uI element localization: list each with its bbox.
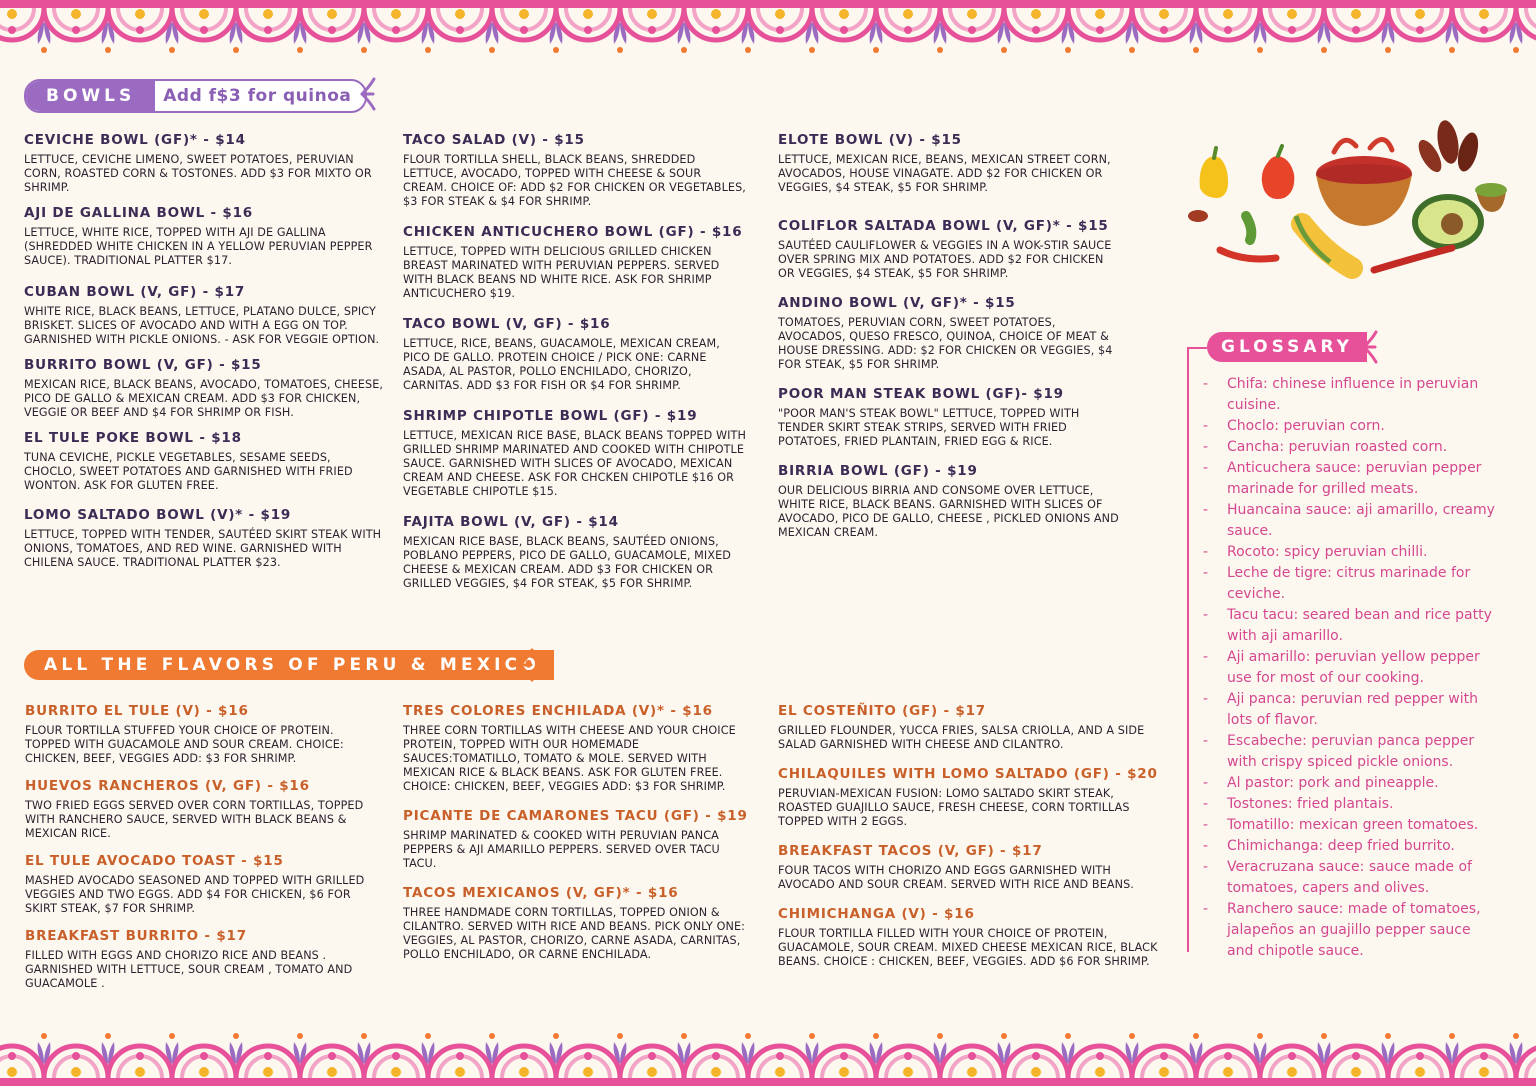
flower-dot [583, 9, 593, 19]
menu-item-description: MASHED AVOCADO SEASONED AND TOPPED WITH GRILLED VEGGIES AND TWO EGGS. ADD $4 FOR CHICKEN, $6 FOR SKIRT STEAK, $7 FOR SHRIMP. [25, 874, 365, 915]
chili-icon [1188, 210, 1208, 222]
glossary-entry: - Rocoto: spicy peruvian chilli. [1200, 542, 1500, 563]
flower-dot [1159, 9, 1169, 19]
menu-item [403, 885, 748, 962]
bowls-column-1 [24, 132, 386, 570]
flavors-section-header [24, 650, 554, 680]
menu-item-description: LETTUCE, MEXICAN RICE BASE, BLACK BEANS TOPPED WITH GRILLED SHRIMP MARINATED AND COOKED WITH CHIPOTLE SAUCE. GARNISHED WITH SLICES OF AVOCADO, MEXICAN CREAM AND CHEESE. ASK FOR CHCKEN CHIPOTLE $16 OR VEGETABLE CHIPOTLE $15. [403, 429, 746, 498]
glossary-entry: - Chimichanga: deep fried burrito. [1200, 836, 1500, 857]
menu-item-title: BURRITO BOWL (V, GF) - $15 [24, 357, 262, 373]
flower-dot [455, 1067, 465, 1077]
flower-dot [1479, 9, 1489, 19]
decorative-border-bottom [0, 1024, 1536, 1086]
flower-dot [519, 1067, 529, 1077]
menu-item [403, 316, 748, 393]
flower-dot [391, 1067, 401, 1077]
menu-item-title: EL TULE POKE BOWL - $18 [24, 430, 242, 446]
menu-item-description: TWO FRIED EGGS SERVED OVER CORN TORTILLAS, TOPPED WITH RANCHERO SAUCE, SERVED WITH BLACK BEANS & MEXICAN RICE. [25, 799, 364, 840]
glossary-entry: - Choclo: peruvian corn. [1200, 416, 1500, 437]
menu-item-description: THREE CORN TORTILLAS WITH CHEESE AND YOUR CHOICE PROTEIN, TOPPED WITH OUR HOMEMADE SAUCES:TOMATILLO, TOMATO & MOLE. SERVED WITH MEXICAN RICE & BLACK BEANS. ASK FOR GLUTEN FREE. CHOICE: CHICKEN, BEEF, VEGGIES ADD: $3 FOR SHRIMP. [403, 724, 736, 793]
glossary-entry: - Ranchero sauce: made of tomatoes, jalapeños an guajillo pepper sauce and chipotle sauce. [1200, 899, 1500, 962]
menu-item-description: LETTUCE, MEXICAN RICE, BEANS, MEXICAN STREET CORN, AVOCADOS, HOUSE VINAGATE. ADD $2 FOR CHICKEN OR VEGGIES, $4 STEAK, $5 FOR SHRIMP. [778, 153, 1111, 194]
corn-icon [1296, 216, 1352, 268]
flower-dot [839, 1067, 849, 1077]
flower-dot [967, 1067, 977, 1077]
menu-item [24, 132, 386, 195]
flower-dot [903, 9, 913, 19]
flower-dot [903, 1067, 913, 1077]
yellow-pepper-icon [1200, 148, 1228, 198]
menu-item-description: WHITE RICE, BLACK BEANS, LETTUCE, PLATANO DULCE, SPICY BRISKET. SLICES OF AVOCADO AND WITH A EGG ON TOP. GARNISHED WITH PICKLE ONIONS. - ASK FOR VEGGIE OPTION. [24, 305, 380, 346]
flower-dot [1095, 9, 1105, 19]
flower-dot [1415, 9, 1425, 19]
glossary-entry: - Tomatillo: mexican green tomatoes. [1200, 815, 1500, 836]
menu-item-description: SHRIMP MARINATED & COOKED WITH PERUVIAN PANCA PEPPERS & AJI AMARILLO PEPPERS. SERVED OVER TACU TACU. [403, 829, 720, 870]
glossary-list [1200, 374, 1500, 962]
red-chili-icon [1374, 248, 1452, 270]
red-pepper-icon [1262, 146, 1295, 199]
menu-item-title: EL COSTEÑITO (GF) - $17 [778, 703, 986, 719]
menu-item-description: FILLED WITH EGGS AND CHORIZO RICE AND BEANS . GARNISHED WITH LETTUCE, SOUR CREAM , TOMATO AND GUACAMOLE . [25, 949, 353, 990]
menu-item-title: CHIMICHANGA (V) - $16 [778, 906, 975, 922]
flavors-column-2 [403, 703, 748, 962]
menu-item-title: BREAKFAST TACOS (V, GF) - $17 [778, 843, 1043, 859]
menu-item-title: BREAKFAST BURRITO - $17 [25, 928, 247, 944]
decorative-border-top [0, 0, 1536, 62]
flower-dot [711, 9, 721, 19]
glossary-section-header [1207, 332, 1367, 362]
menu-item [403, 408, 748, 499]
menu-item-description: LETTUCE, RICE, BEANS, GUACAMOLE, MEXICAN CREAM, PICO DE GALLO. PROTEIN CHOICE / PICK ONE: CARNE ASADA, AL PASTOR, POLLO ENCHILADO, CHORIZO, CARNITAS. ADD $3 FOR FISH OR $4 FOR SHRIMP. [403, 337, 720, 392]
menu-item [778, 463, 1123, 540]
menu-item-title: BURRITO EL TULE (V) - $16 [25, 703, 249, 719]
flower-dot [1223, 1067, 1233, 1077]
bowls-column-2 [403, 132, 748, 591]
menu-item-title: PICANTE DE CAMARONES TACU (GF) - $19 [403, 808, 748, 824]
bowls-column-3 [778, 132, 1123, 540]
food-illustration [1184, 112, 1514, 287]
bowls-section-title: BOWLS [26, 81, 155, 111]
menu-item-title: BIRRIA BOWL (GF) - $19 [778, 463, 978, 479]
flower-dot [647, 1067, 657, 1077]
flower-dot [327, 9, 337, 19]
flavors-column-3 [778, 703, 1168, 969]
menu-item-title: CHICKEN ANTICUCHERO BOWL (GF) - $16 [403, 224, 743, 240]
dried-pepper-icon [1414, 119, 1482, 176]
glossary-bracket-tick [1187, 347, 1207, 349]
menu-item-title: AJI DE GALLINA BOWL - $16 [24, 205, 253, 221]
flavors-column-1 [25, 703, 377, 991]
menu-item-title: TACOS MEXICANOS (V, GF)* - $16 [403, 885, 679, 901]
menu-item-title: FAJITA BOWL (V, GF) - $14 [403, 514, 619, 530]
menu-item-description: TUNA CEVICHE, PICKLE VEGETABLES, SESAME SEEDS, CHOCLO, SWEET POTATOES AND GARNISHED WITH FRIED WONTON. ASK FOR GLUTEN FREE. [24, 451, 353, 492]
flower-dot [327, 1067, 337, 1077]
menu-item-title: POOR MAN STEAK BOWL (GF)- $19 [778, 386, 1064, 402]
menu-item [24, 205, 386, 268]
menu-item-title: CUBAN BOWL (V, GF) - $17 [24, 284, 246, 300]
menu-item [24, 284, 386, 347]
red-chili-icon [1220, 250, 1276, 259]
glossary-entry: - Leche de tigre: citrus marinade for ceviche. [1200, 563, 1500, 605]
flower-dot [967, 9, 977, 19]
glossary-entry: - Chifa: chinese influence in peruvian cuisine. [1200, 374, 1500, 416]
menu-item-title: TACO BOWL (V, GF) - $16 [403, 316, 611, 332]
menu-item-description: GRILLED FLOUNDER, YUCCA FRIES, SALSA CRIOLLA, AND A SIDE SALAD GARNISHED WITH CHEESE AND CILANTRO. [778, 724, 1145, 751]
menu-item [403, 703, 748, 794]
menu-item [25, 778, 377, 841]
menu-item-title: SHRIMP CHIPOTLE BOWL (GF) - $19 [403, 408, 698, 424]
flower-dot [839, 9, 849, 19]
flower-dot [71, 1067, 81, 1077]
flower-dot [519, 9, 529, 19]
bean-bowl-icon [1316, 139, 1412, 226]
glossary-entry: - Aji panca: peruvian red pepper with lots of flavor. [1200, 689, 1500, 731]
menu-item-title: TACO SALAD (V) - $15 [403, 132, 585, 148]
glossary-entry: - Escabeche: peruvian panca pepper with crispy spiced pickle onions. [1200, 731, 1500, 773]
menu-item [25, 703, 377, 766]
menu-item [24, 507, 386, 570]
flower-dot [455, 9, 465, 19]
menu-item [778, 218, 1123, 281]
menu-item-description: TOMATOES, PERUVIAN CORN, SWEET POTATOES, AVOCADOS, QUESO FRESCO, QUINOA, CHOICE OF MEAT & HOUSE DRESSING. ADD: $2 FOR CHICKEN OR VEGGIES, $4 FOR STEAK, $5 FOR SHRIMP. [778, 316, 1113, 371]
flower-dot [775, 1067, 785, 1077]
menu-item [778, 843, 1168, 892]
flower-dot [1159, 1067, 1169, 1077]
glossary-entry: - Al pastor: pork and pineapple. [1200, 773, 1500, 794]
flower-dot [1031, 9, 1041, 19]
flavors-section-title: ALL THE FLAVORS OF PERU & MEXICO [44, 655, 541, 675]
menu-item [778, 386, 1123, 449]
flower-dot [1351, 9, 1361, 19]
menu-item-description: FOUR TACOS WITH CHORIZO AND EGGS GARNISHED WITH AVOCADO AND SOUR CREAM. SERVED WITH RICE AND BEANS. [778, 864, 1134, 891]
flower-dot [71, 9, 81, 19]
flower-dot [1223, 9, 1233, 19]
flower-dot [199, 1067, 209, 1077]
menu-item-title: TRES COLORES ENCHILADA (V)* - $16 [403, 703, 713, 719]
green-pepper-icon [1246, 216, 1251, 240]
menu-item [403, 514, 748, 591]
scallop-arc [0, 8, 44, 40]
flower-dot [775, 9, 785, 19]
menu-item-title: CEVICHE BOWL (GF)* - $14 [24, 132, 246, 148]
glossary-entry: - Aji amarillo: peruvian yellow pepper use for most of our cooking. [1200, 647, 1500, 689]
menu-item-title: HUEVOS RANCHEROS (V, GF) - $16 [25, 778, 310, 794]
glossary-entry: - Huancaina sauce: aji amarillo, creamy sauce. [1200, 500, 1500, 542]
flower-dot [7, 9, 17, 19]
flower-dot [583, 1067, 593, 1077]
flower-dot [1287, 9, 1297, 19]
leaf-flourish-icon [516, 648, 534, 682]
menu-item [778, 766, 1168, 829]
menu-item [403, 132, 748, 209]
flower-dot [263, 1067, 273, 1077]
flower-dot [391, 9, 401, 19]
leaf-flourish-icon [1360, 330, 1378, 364]
flower-dot [135, 1067, 145, 1077]
quinoa-note: Add f$3 for quinoa [163, 86, 352, 106]
menu-item-description: LETTUCE, TOPPED WITH DELICIOUS GRILLED CHICKEN BREAST MARINATED WITH PERUVIAN PEPPERS. SERVED WITH BLACK BEANS ND WHITE RICE. ASK FOR SHRIMP ANTICUCHERO $19. [403, 245, 720, 300]
scallop-arc [0, 1046, 44, 1078]
flower-dot [1287, 1067, 1297, 1077]
glossary-entry: - Cancha: peruvian roasted corn. [1200, 437, 1500, 458]
menu-item-description: SAUTÉED CAULIFLOWER & VEGGIES IN A WOK-STIR SAUCE OVER SPRING MIX AND POTATOES. ADD $2 FOR CHICKEN OR VEGGIES, $4 STEAK, $5 FOR SHRIMP. [778, 239, 1112, 280]
menu-item-description: THREE HANDMADE CORN TORTILLAS, TOPPED ONION & CILANTRO. SERVED WITH RICE AND BEANS. PICK ONLY ONE: VEGGIES, AL PASTOR, CHORIZO, CARNE ASADA, CARNITAS, POLLO ENCHILADO, OR CARNE ENCHILADA. [403, 906, 746, 961]
menu-item-title: CHILAQUILES WITH LOMO SALTADO (GF) - $20 [778, 766, 1158, 782]
menu-item-title: EL TULE AVOCADO TOAST - $15 [25, 853, 284, 869]
menu-item [403, 808, 748, 871]
glossary-entry: - Veracruzana sauce: sauce made of tomatoes, capers and olives. [1200, 857, 1500, 899]
menu-item [778, 132, 1123, 195]
flower-dot [1479, 1067, 1489, 1077]
flower-dot [1351, 1067, 1361, 1077]
menu-item-description: FLOUR TORTILLA SHELL, BLACK BEANS, SHREDDED LETTUCE, AVOCADO, TOPPED WITH CHEESE & SOUR CREAM. CHOICE OF: ADD $2 FOR CHICKEN OR VEGETABLES, $3 FOR STEAK & $4 FOR SHRIMP. [403, 153, 746, 208]
menu-item-description: OUR DELICIOUS BIRRIA AND CONSOME OVER LETTUCE, WHITE RICE, BLACK BEANS. GARNISHED WITH SLICES OF AVOCADO, PICO DE GALLO, CHEESE , PICKLED ONIONS AND MEXICAN CREAM. [778, 484, 1119, 539]
glossary-entry: - Tacu tacu: seared bean and rice patty with aji amarillo. [1200, 605, 1500, 647]
menu-item-title: ELOTE BOWL (V) - $15 [778, 132, 962, 148]
flower-dot [135, 9, 145, 19]
guacamole-icon [1475, 183, 1507, 212]
glossary-bracket-line [1187, 348, 1189, 952]
menu-item [24, 430, 386, 493]
menu-item-description: LETTUCE, WHITE RICE, TOPPED WITH AJI DE GALLINA (SHREDDED WHITE CHICKEN IN A YELLOW PERUVIAN PEPPER SAUCE). TRADITIONAL PLATTER $17. [24, 226, 373, 267]
menu-item [778, 703, 1168, 752]
papel-picado-border [0, 1024, 1536, 1086]
papel-picado-border [0, 0, 1536, 62]
menu-item-description: LETTUCE, TOPPED WITH TENDER, SAUTÉED SKIRT STEAK WITH ONIONS, TOMATOES, AND RED WINE. GARNISHED WITH CHILENA SAUCE. TRADITIONAL PLATTER $23. [24, 528, 382, 569]
menu-item-description: FLOUR TORTILLA STUFFED YOUR CHOICE OF PROTEIN. TOPPED WITH GUACAMOLE AND SOUR CREAM. CHOICE: CHICKEN, BEEF, VEGGIES ADD: $3 FOR SHRIMP. [25, 724, 344, 765]
menu-item [778, 906, 1168, 969]
menu-item [25, 853, 377, 916]
flower-dot [1031, 1067, 1041, 1077]
leaf-flourish-icon [358, 77, 376, 111]
menu-item-description: MEXICAN RICE, BLACK BEANS, AVOCADO, TOMATOES, CHEESE, PICO DE GALLO & MEXICAN CREAM. ADD $3 FOR CHICKEN, VEGGIE OR BEEF AND $4 FOR SHRIMP OR FISH. [24, 378, 384, 419]
menu-item [403, 224, 748, 301]
glossary-title: GLOSSARY [1221, 337, 1353, 357]
menu-item-title: LOMO SALTADO BOWL (V)* - $19 [24, 507, 292, 523]
avocado-icon [1412, 194, 1484, 250]
flower-dot [199, 9, 209, 19]
menu-item [24, 357, 386, 420]
menu-item-description: PERUVIAN-MEXICAN FUSION: LOMO SALTADO SKIRT STEAK, ROASTED GUAJILLO SAUCE, FRESH CHEESE, CORN TORTILLAS TOPPED WITH 2 EGGS. [778, 787, 1130, 828]
flower-dot [647, 9, 657, 19]
menu-item-description: FLOUR TORTILLA FILLED WITH YOUR CHOICE OF PROTEIN, GUACAMOLE, SOUR CREAM. MIXED CHEESE MEXICAN RICE, BLACK BEANS. CHOICE : CHICKEN, BEEF, VEGGIES. ADD $6 FOR SHRIMP. [778, 927, 1158, 968]
flower-dot [711, 1067, 721, 1077]
menu-item [778, 295, 1123, 372]
bowls-section-header [24, 79, 367, 113]
menu-item-description: LETTUCE, CEVICHE LIMENO, SWEET POTATOES, PERUVIAN CORN, ROASTED CORN & TOSTONES. ADD $3 FOR MIXTO OR SHRIMP. [24, 153, 372, 194]
flower-dot [1095, 1067, 1105, 1077]
menu-item [25, 928, 377, 991]
flower-dot [1415, 1067, 1425, 1077]
menu-item-title: COLIFLOR SALTADA BOWL (V, GF)* - $15 [778, 218, 1109, 234]
glossary-entry: - Anticuchera sauce: peruvian pepper marinade for grilled meats. [1200, 458, 1500, 500]
glossary-entry: - Tostones: fried plantais. [1200, 794, 1500, 815]
menu-item-description: "POOR MAN'S STEAK BOWL" LETTUCE, TOPPED WITH TENDER SKIRT STEAK STRIPS, SERVED WITH FRIED POTATOES, FRIED PLANTAIN, FRIED EGG & RICE. [778, 407, 1080, 448]
flower-dot [263, 9, 273, 19]
menu-item-title: ANDINO BOWL (V, GF)* - $15 [778, 295, 1016, 311]
flower-dot [7, 1067, 17, 1077]
menu-item-description: MEXICAN RICE BASE, BLACK BEANS, SAUTÉED ONIONS, POBLANO PEPPERS, PICO DE GALLO, GUACAMOLE, MIXED CHEESE & MEXICAN CREAM. ADD $3 FOR CHICKEN OR GRILLED VEGGIES, $4 FOR STEAK, $5 FOR SHRIMP. [403, 535, 731, 590]
